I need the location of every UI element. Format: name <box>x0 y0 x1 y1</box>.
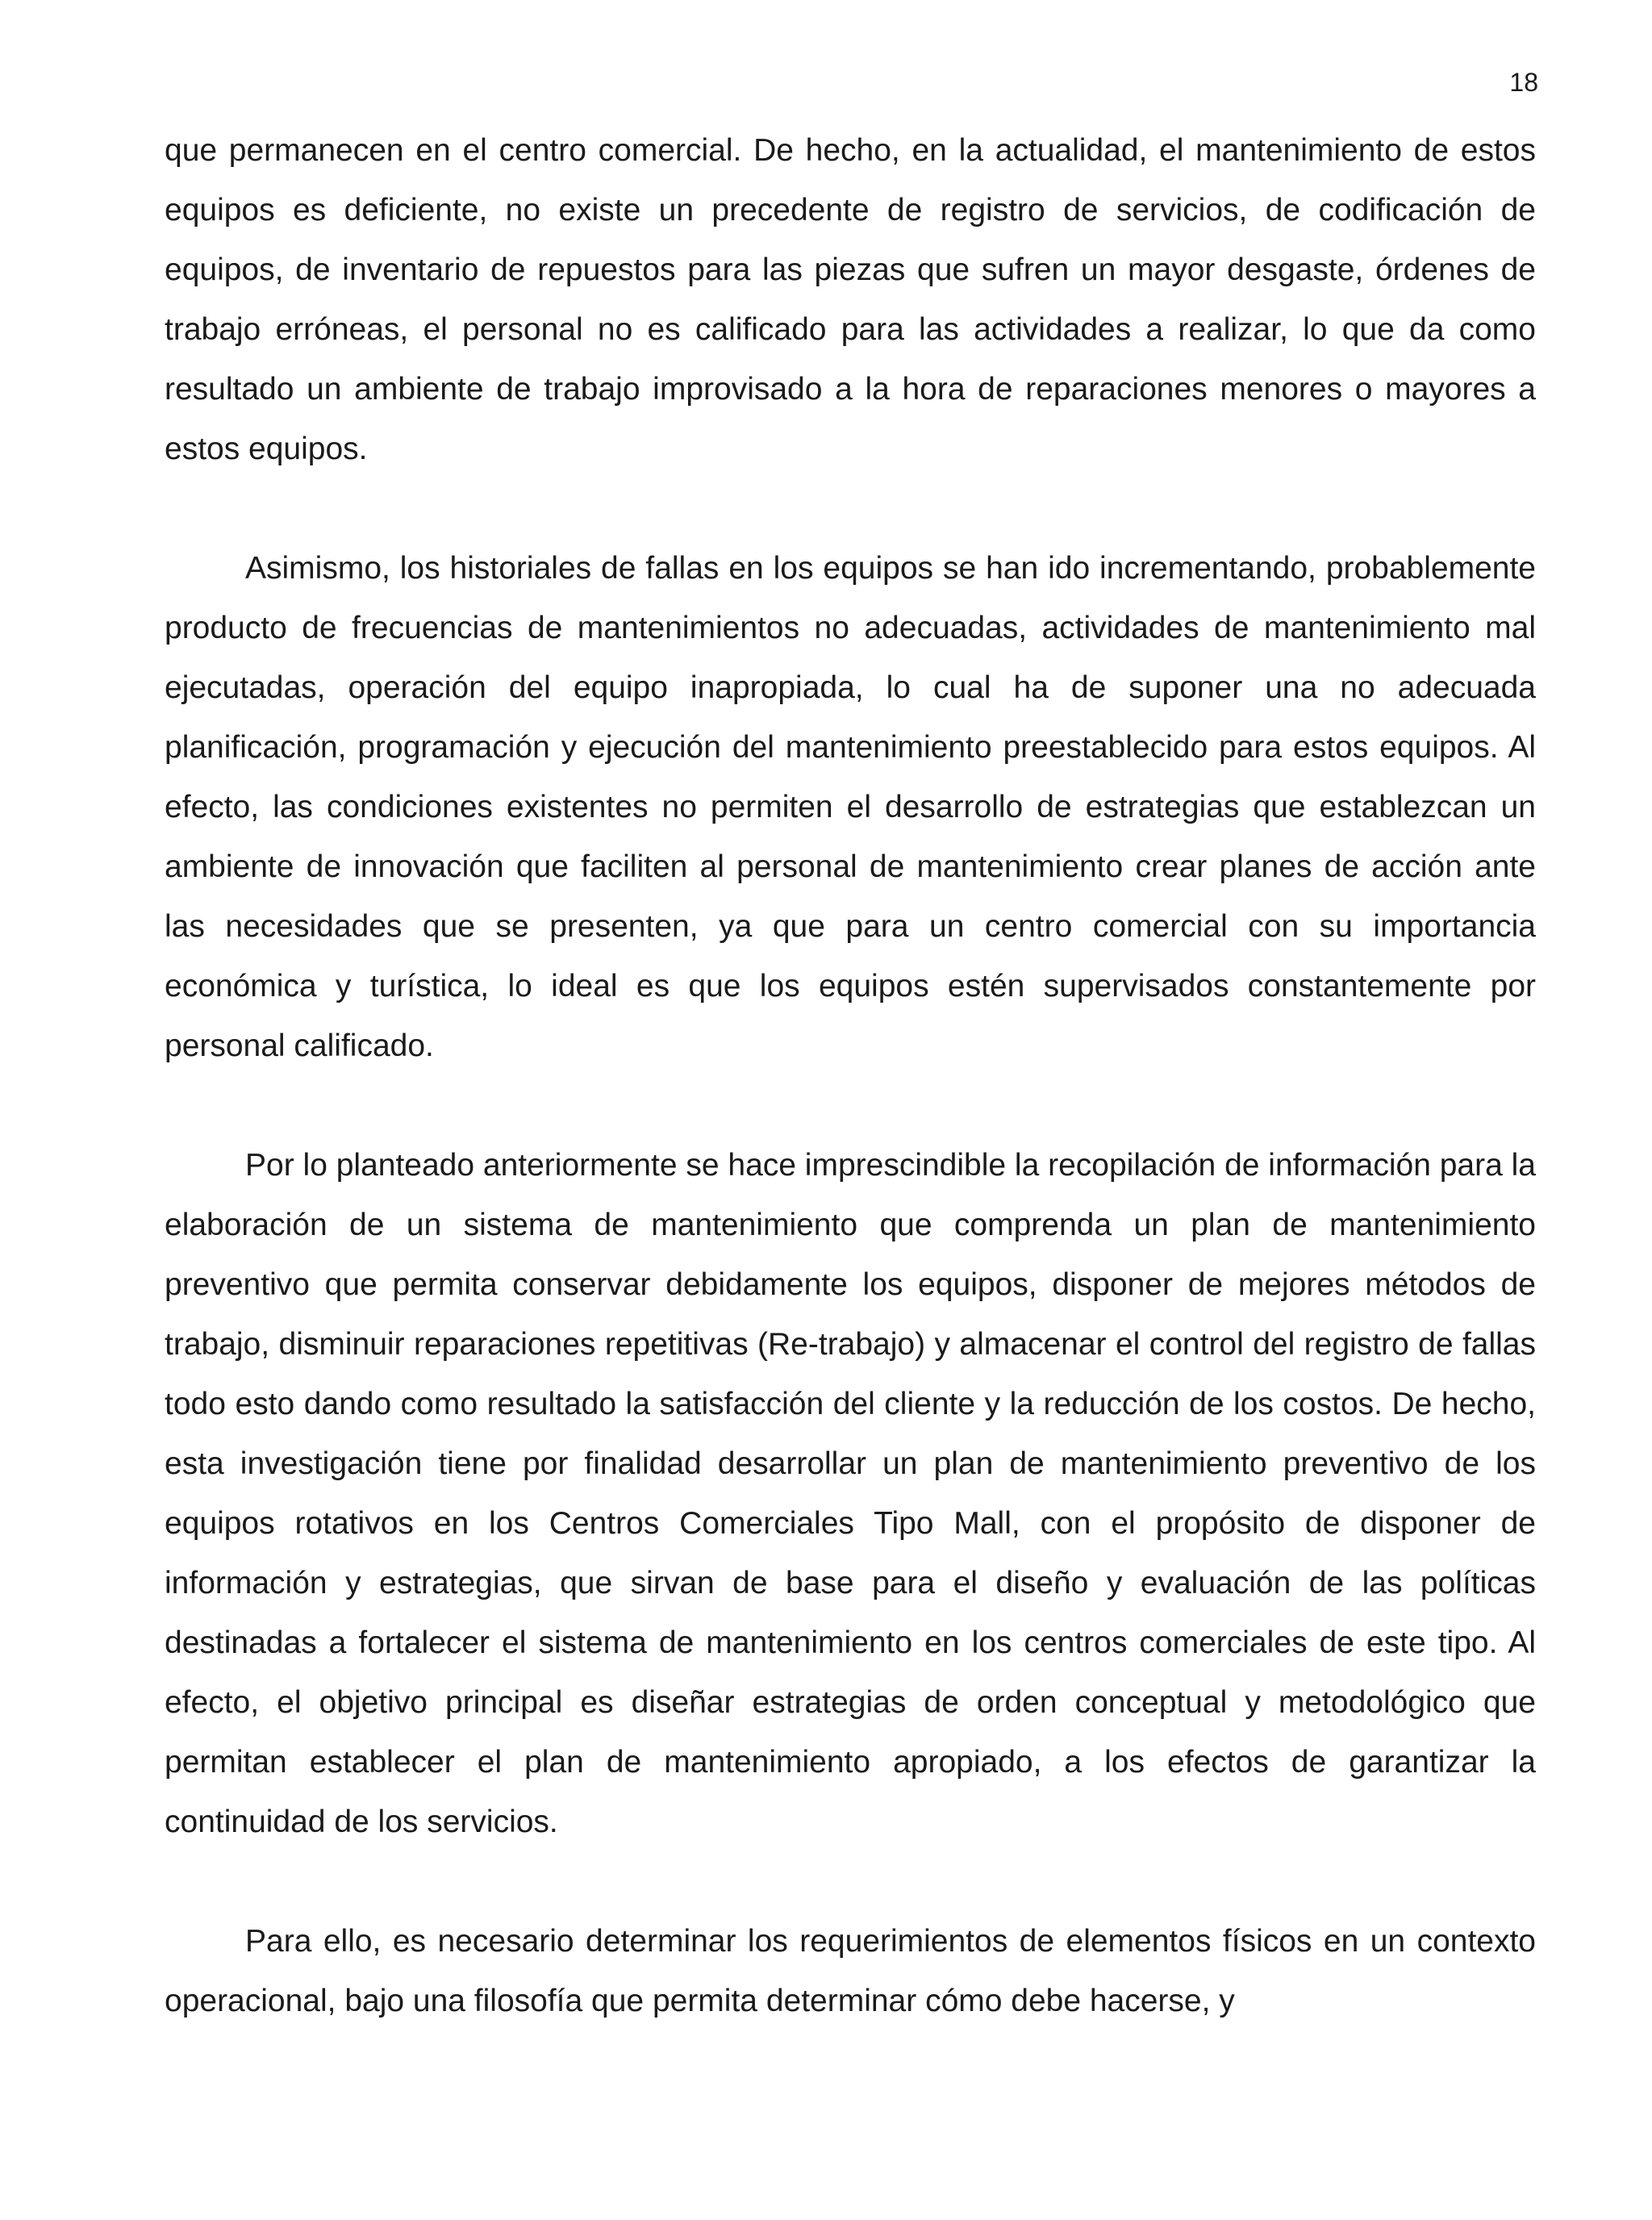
body-text <box>165 121 1536 2031</box>
paragraph-2: Asimismo, los historiales de fallas en los equipos se han ido incrementando, probablemente producto de frecuencias de mantenimientos no adecuadas, actividades de mantenimiento mal ejecutadas, operación del equipo inapropiada, lo cual ha de suponer una no adecuada planificación, programación y ejecución del mantenimiento preestablecido para estos equipos. Al efecto, las condiciones existentes no permiten el desarrollo de estrategias que establezcan un ambiente de innovación que faciliten al personal de mantenimiento crear planes de acción ante las necesidades que se presenten, ya que para un centro comercial con su importancia económica y turística, lo ideal es que los equipos estén supervisados constantemente por personal calificado. <box>165 551 1536 1063</box>
page-number: 18 <box>1509 68 1538 97</box>
paragraph-3: Por lo planteado anteriormente se hace imprescindible la recopilación de información para la elaboración de un sistema de mantenimiento que comprenda un plan de mantenimiento preventivo que permita conservar debidamente los equipos, disponer de mejores métodos de trabajo, disminuir reparaciones repetitivas (Re-trabajo) y almacenar el control del registro de fallas todo esto dando como resultado la satisfacción del cliente y la reducción de los costos. De hecho, esta investigación tiene por finalidad desarrollar un plan de mantenimiento preventivo de los equipos rotativos en los Centros Comerciales Tipo Mall, con el propósito de disponer de información y estrategias, que sirvan de base para el diseño y evaluación de las políticas destinadas a fortalecer el sistema de mantenimiento en los centros comerciales de este tipo. Al efecto, el objetivo principal es diseñar estrategias de orden conceptual y metodológico que permitan establecer el plan de mantenimiento apropiado, a los efectos de garantizar la continuidad de los servicios. <box>165 1148 1536 1839</box>
paragraph-4: Para ello, es necesario determinar los requerimientos de elementos físicos en un contexto operacional, bajo una filosofía que permita determinar cómo debe hacerse, y <box>165 1924 1536 2018</box>
paragraph-1: que permanecen en el centro comercial. De hecho, en la actualidad, el mantenimiento de estos equipos es deficiente, no existe un precedente de registro de servicios, de codificación de equipos, de inventario de repuestos para las piezas que sufren un mayor desgaste, órdenes de trabajo erróneas, el personal no es calificado para las actividades a realizar, lo que da como resultado un ambiente de trabajo improvisado a la hora de reparaciones menores o mayores a estos equipos. <box>165 133 1536 466</box>
